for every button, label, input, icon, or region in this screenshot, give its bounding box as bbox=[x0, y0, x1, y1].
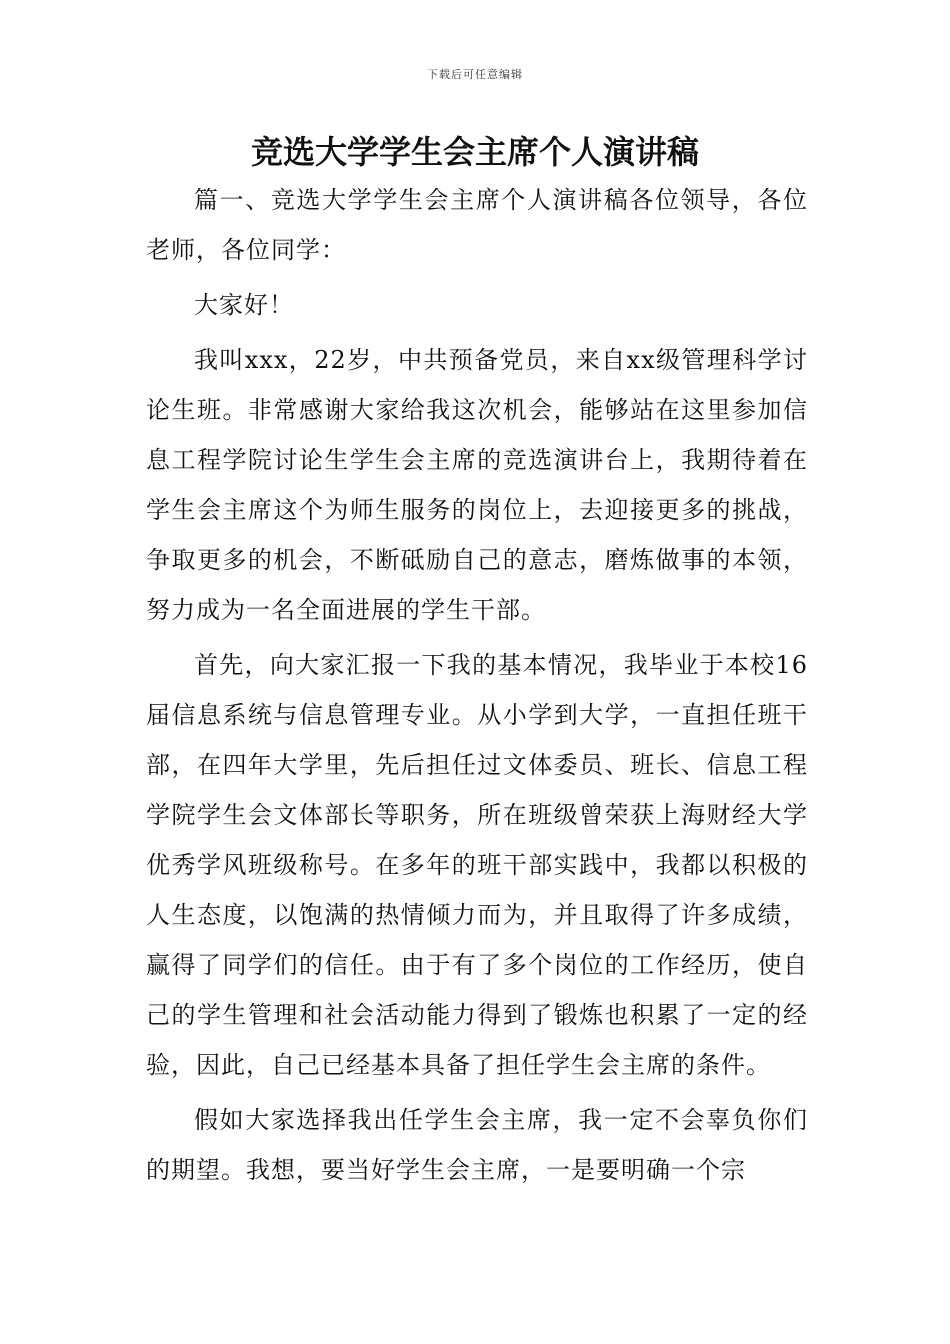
document-body bbox=[146, 175, 808, 1200]
document-title: 竞选大学学生会主席个人演讲稿 bbox=[250, 133, 699, 171]
paragraph-background: 首先，向大家汇报一下我的基本情况，我毕业于本校16届信息系统与信息管理专业。从小学到大学，一直担任班干部，在四年大学里，先后担任过文体委员、班长、信息工程学院学生会文体部长等职务，所在班级曾荣获上海财经大学优秀学风班级称号。在多年的班干部实践中，我都以积极的人生态度，以饱满的热情倾力而为，并且取得了许多成绩，赢得了同学们的信任。由于有了多个岗位的工作经历，使自己的学生管理和社会活动能力得到了锻炼也积累了一定的经验，因此，自己已经基本具备了担任学生会主席的条件。 bbox=[146, 651, 808, 1079]
paragraph-commitment: 假如大家选择我出任学生会主席，我一定不会辜负你们的期望。我想，要当好学生会主席，一是要明确一个宗 bbox=[146, 1106, 808, 1184]
paragraph-hello: 大家好！ bbox=[194, 291, 294, 319]
paragraph-greeting-addressees: 篇一、竞选大学学生会主席个人演讲稿各位领导，各位老师，各位同学： bbox=[146, 186, 808, 264]
paragraph-self-introduction: 我叫xxx，22岁，中共预备党员，来自xx级管理科学讨论生班。非常感谢大家给我这次机会，能够站在这里参加信息工程学院讨论生学生会主席的竞选演讲台上，我期待着在学生会主席这个为师生服务的岗位上，去迎接更多的挑战，争取更多的机会，不断砥励自己的意志，磨炼做事的本领，努力成为一名全面进展的学生干部。 bbox=[146, 346, 808, 624]
page-header-note: 下载后可任意编辑 bbox=[427, 68, 523, 81]
